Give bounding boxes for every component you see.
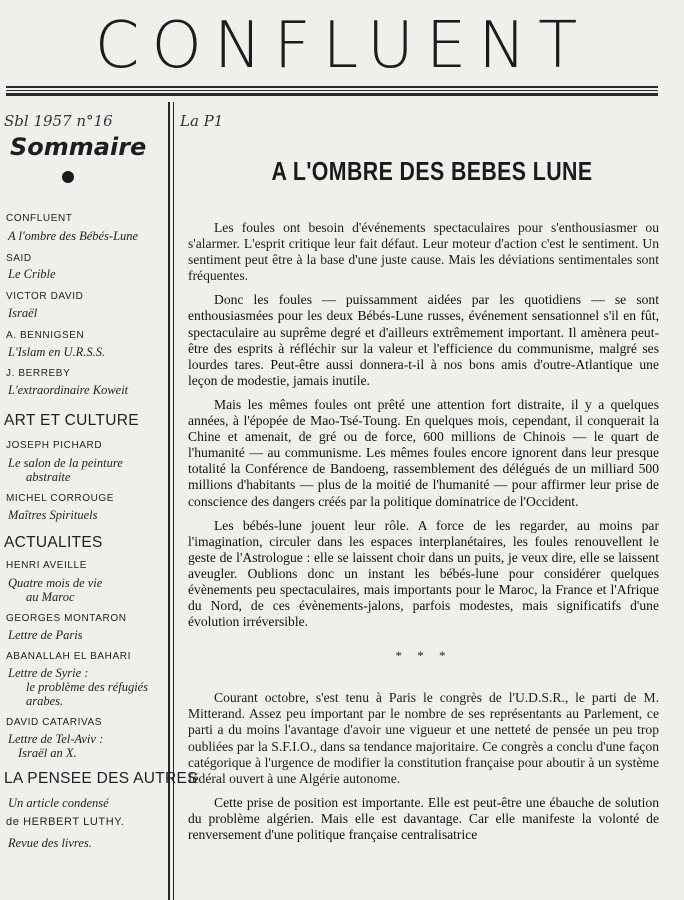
toc-title: Revue des livres. bbox=[8, 836, 92, 850]
toc-title: abstraite bbox=[26, 470, 71, 484]
toc-author: ABANALLAH EL BAHARI bbox=[6, 651, 131, 662]
toc-title: Un article condensé bbox=[8, 796, 109, 810]
sommaire-title: Sommaire bbox=[10, 133, 147, 161]
article-paragraph: Cette prise de position est importante. Elle est peut-être une ébauche de solution du problème algérien. Mais elle est davantage. Car elle manifeste la volonté de renversement d'une politique française centralisatrice bbox=[188, 794, 659, 842]
toc-title: Quatre mois de vie bbox=[8, 576, 103, 590]
handwritten-note: Sbl 1957 n°16 bbox=[4, 112, 113, 130]
toc-author: J. BERREBY bbox=[6, 368, 71, 379]
toc-title: Lettre de Syrie : bbox=[8, 666, 89, 680]
toc-title: Le salon de la peinture bbox=[8, 456, 123, 470]
toc-title: A l'ombre des Bébés-Lune bbox=[8, 229, 139, 243]
toc-author: de HERBERT LUTHY. bbox=[6, 816, 125, 828]
toc-title: Israël an X. bbox=[18, 746, 77, 760]
toc-section-heading: ACTUALITES bbox=[4, 534, 103, 551]
toc-author: A. BENNIGSEN bbox=[6, 330, 85, 341]
bullet-icon bbox=[62, 171, 74, 183]
section-separator: * * * bbox=[395, 648, 452, 664]
toc-title: Lettre de Paris bbox=[8, 628, 83, 642]
toc-title: au Maroc bbox=[26, 590, 75, 604]
toc-title: Israël bbox=[8, 306, 38, 320]
toc-title: L'Islam en U.R.S.S. bbox=[8, 345, 106, 359]
article-paragraph: Mais les mêmes foules ont prêté une attention fort distraite, il y a quelques années, à l'épopée de Mao-Tsé-Toung. En quelques mois, cependant, il conquerait la Chine et amenait, de gré ou de force, 600 millions de Chinois — le quart de l'humanité — au communisme. Les mêmes foules encore ignorent dans leur presque totalité la Conférence de Bandoeng, rassemblement des délégués de un milliard 500 millions d'habitants — plus de la moitié de l'humanité — pour affirmer leur prise de conscience des dangers créés par la politique dominatrice de l'Occident. bbox=[188, 396, 659, 509]
toc-title: Le Crible bbox=[8, 267, 56, 281]
article-paragraph: Les foules ont besoin d'événements spectaculaires pour s'enthousiasmer ou s'alarmer. L'esprit critique leur fait défaut. Leur moteur d'action c'est le sentiment. Un sentiment peut être à la base d'une juste cause. Mais les déviations sentimentales sont fréquentes. bbox=[188, 220, 659, 284]
masthead: CONFLUENT bbox=[94, 9, 590, 83]
toc-author: GEORGES MONTARON bbox=[6, 613, 127, 624]
masthead-rule-thin bbox=[6, 90, 658, 91]
article-headline: A L'OMBRE DES BEBES LUNE bbox=[271, 156, 593, 186]
toc-title: Maîtres Spirituels bbox=[8, 508, 98, 522]
toc-author: VICTOR DAVID bbox=[6, 291, 84, 302]
toc-author: MICHEL CORROUGE bbox=[6, 493, 115, 504]
toc-title: L'extraordinaire Koweit bbox=[8, 383, 129, 397]
toc-title: arabes. bbox=[26, 694, 64, 708]
toc-title: le problème des réfugiés bbox=[26, 680, 149, 694]
article-body bbox=[188, 220, 659, 851]
article-paragraph: Courant octobre, s'est tenu à Paris le congrès de l'U.D.S.R., le parti de M. Mitterand. Assez peu important par le nombre de ses représentants au Parlement, ce parti a du moins l'avantage d'avoir une vigueur et une netteté de pensée un peu trop oubliées par la S.F.I.O., dans sa tendance majoritaire. Ce congrès a conclu d'une façon catégorique à l'urgence de modifier la constitution française pour aboutir à un système fédéral ouvert à une Algérie autonome. bbox=[188, 690, 659, 786]
toc-author: DAVID CATARIVAS bbox=[6, 717, 103, 728]
handwritten-note-right: La P1 bbox=[180, 112, 224, 130]
toc-section-heading: LA PENSEE DES AUTRES bbox=[4, 770, 198, 787]
toc-section-heading: ART ET CULTURE bbox=[4, 412, 139, 429]
masthead-rule-double bbox=[6, 93, 658, 96]
article-paragraph: Donc les foules — puissamment aidées par les quotidiens — se sont enthousiasmées pour les deux Bébés-Lune russes, événement sensationnel s'il en fût, spectaculaire au suprême degré et d'ailleurs extrêmement important. Il amènera peut-être des esprits à réfléchir sur la valeur et l'efficience du communisme, malgré ses lourdes tares. Peut-être aussi donnera-t-il à nos bons amis d'outre-Atlantique une leçon de modestie, jamais inutile. bbox=[188, 292, 659, 388]
toc-author: CONFLUENT bbox=[6, 213, 73, 224]
masthead-rule bbox=[6, 86, 658, 88]
toc-author: HENRI AVEILLE bbox=[6, 560, 87, 571]
toc-author: JOSEPH PICHARD bbox=[6, 440, 103, 451]
toc-title: Lettre de Tel-Aviv : bbox=[8, 732, 104, 746]
toc-author: SAID bbox=[6, 253, 32, 264]
article-paragraph: Les bébés-lune jouent leur rôle. A force de les regarder, au moins par l'imagination, circuler dans les espaces interplanétaires, les foules renouvellent le geste de l'Astrologue : elle se laissent choir dans un puits, je veux dire, elle se laissent aveugler. Oublions donc un instant les bébés-lune pour considérer quelques évènements peu spectaculaires, mais importants pour le Maroc, la France et l'Afrique du Nord, de ces évènements-jalons, parfois modestes, mais significatifs d'une évolution irréversible. bbox=[188, 517, 659, 630]
